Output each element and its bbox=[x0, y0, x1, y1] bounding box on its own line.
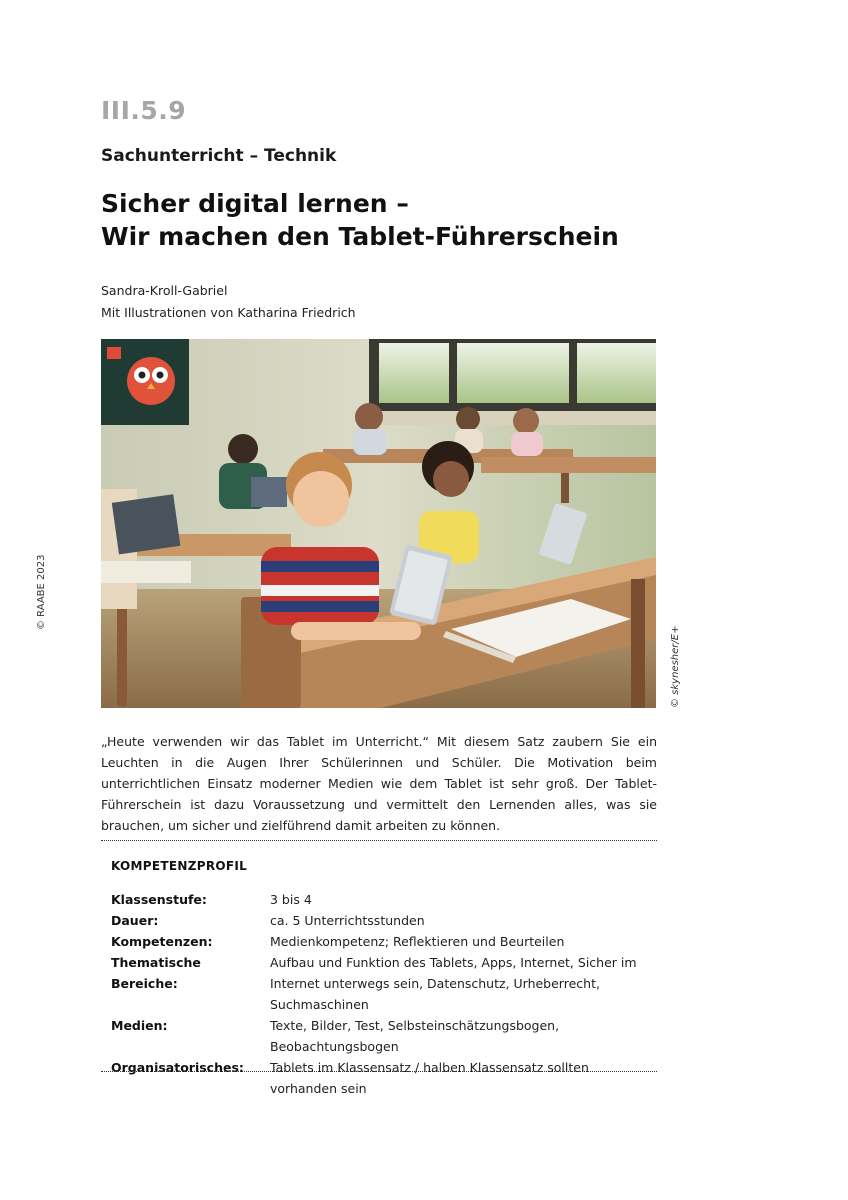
author-name: Sandra-Kroll-Gabriel bbox=[101, 283, 228, 298]
profile-label: Dauer: bbox=[111, 913, 159, 928]
chapter-code: III.5.9 bbox=[101, 96, 187, 125]
profile-value: Aufbau und Funktion des Tablets, Apps, Internet, Sicher im Internet unterwegs sein, Datenschutz, Urheberrecht, Suchmaschinen bbox=[270, 955, 637, 1012]
profile-label: Kompetenzen: bbox=[111, 934, 213, 949]
copyright-notice: © RAABE 2023 bbox=[36, 554, 47, 630]
profile-heading: KOMPETENZPROFIL bbox=[111, 859, 248, 873]
classroom-photo bbox=[101, 339, 656, 708]
profile-label: Thematische Bereiche: bbox=[111, 955, 201, 991]
subject-heading: Sachunterricht – Technik bbox=[101, 146, 337, 166]
profile-row-duration bbox=[111, 910, 651, 931]
profile-value: ca. 5 Unterrichtsstunden bbox=[270, 913, 425, 928]
profile-value: Tablets im Klassensatz / halben Klassensatz sollten vorhanden sein bbox=[270, 1060, 589, 1096]
divider-top bbox=[101, 840, 657, 841]
photo-credit: © skynesher/E+ bbox=[670, 625, 681, 708]
profile-label: Klassenstufe: bbox=[111, 892, 207, 907]
author-block bbox=[101, 280, 356, 324]
profile-value: 3 bis 4 bbox=[270, 892, 312, 907]
profile-label: Organisatorisches: bbox=[111, 1060, 244, 1075]
illustrator-line: Mit Illustrationen von Katharina Friedrich bbox=[101, 305, 356, 320]
title-line-1: Sicher digital lernen – bbox=[101, 189, 409, 218]
profile-value: Texte, Bilder, Test, Selbsteinschätzungsbogen, Beobachtungsbogen bbox=[270, 1018, 560, 1054]
title-line-2: Wir machen den Tablet-Führerschein bbox=[101, 222, 619, 251]
profile-row-grade bbox=[111, 889, 651, 910]
profile-row-competences bbox=[111, 931, 651, 952]
profile-label: Medien: bbox=[111, 1018, 168, 1033]
profile-row-media bbox=[111, 1015, 651, 1057]
profile-row-organisation bbox=[111, 1057, 651, 1099]
competence-profile bbox=[111, 889, 651, 1099]
profile-value: Medienkompetenz; Reflektieren und Beurteilen bbox=[270, 934, 565, 949]
intro-paragraph: „Heute verwenden wir das Tablet im Unterricht.“ Mit diesem Satz zaubern Sie ein Leuchten in die Augen Ihrer Schülerinnen und Schüler. Die Motivation beim unterrichtlichen Einsatz moderner Medien wie dem Tablet ist sehr groß. Der Tablet-Führerschein ist dazu Voraussetzung und vermittelt den Lernenden alles, was sie brauchen, um sicher und zielführend damit arbeiten zu können. bbox=[101, 734, 657, 833]
page-title bbox=[101, 187, 701, 253]
divider-bottom bbox=[101, 1071, 657, 1072]
profile-row-topics bbox=[111, 952, 651, 1015]
